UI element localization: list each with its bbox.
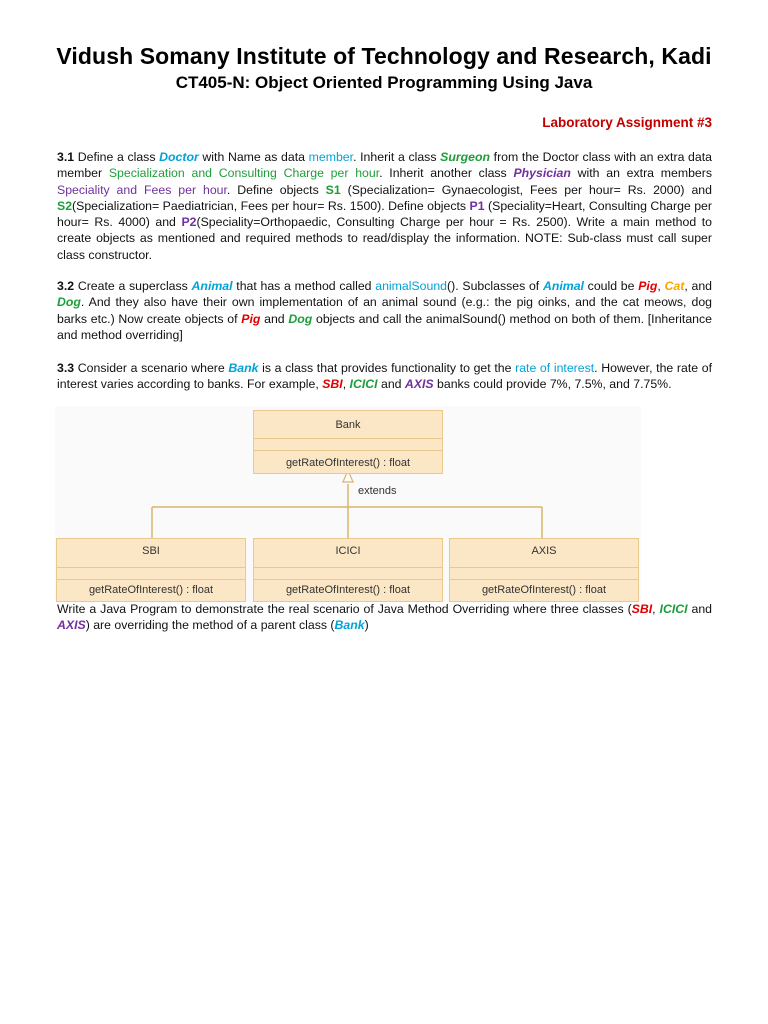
text-run: (Speciality=Heart, Consulting Charge per hour= Rs. 4000) and: [57, 198, 712, 230]
text-run: . Inherit another class: [379, 166, 514, 181]
text-run: and: [260, 311, 289, 326]
text-run: with Name as data: [198, 150, 309, 164]
axis-class-separator: [450, 567, 638, 568]
question-3-2: [57, 278, 712, 343]
bank-class-name: Bank: [335, 419, 361, 431]
sbi-class-separator: [57, 567, 245, 568]
text-run: Animal: [191, 279, 233, 293]
institute-title: Vidush Somany Institute of Technology and Research, Kadi: [56, 43, 712, 69]
bank-class-box: [253, 410, 443, 474]
text-run: Cat: [664, 279, 685, 293]
icici-class-name: ICICI: [335, 545, 361, 557]
text-run: that has a method called: [232, 279, 376, 293]
sbi-class-box: [56, 538, 246, 602]
text-run: AXIS: [57, 618, 86, 633]
text-run: Dog: [288, 311, 313, 326]
icici-class-separator-2: [254, 579, 442, 580]
question-3-3-task: [57, 601, 712, 634]
text-run: 3.3: [57, 361, 75, 375]
text-run: and: [377, 377, 405, 392]
text-run: ICICI: [349, 377, 378, 392]
text-run: ) are overriding the method of a parent class (: [85, 618, 335, 633]
text-run: SBI: [322, 377, 343, 392]
text-run: Create a superclass: [74, 279, 192, 293]
text-run: Speciality and Fees per hour: [57, 182, 227, 197]
text-run: Doctor: [159, 150, 199, 164]
text-run: (). Subclasses of: [447, 279, 543, 293]
text-run: Write a Java Program to demonstrate the real scenario of Java Method Overriding where three classes (: [57, 602, 632, 616]
text-run: Dog: [57, 295, 81, 310]
text-run: . And they also have their own implementation of an animal sound (e.g.: the pig oinks, and the cat meows, dog barks etc.) Now create objects of: [57, 295, 712, 326]
text-run: Animal: [542, 279, 584, 293]
text-run: member: [308, 150, 354, 164]
text-run: ,: [342, 377, 350, 392]
text-run: 3.1: [57, 150, 75, 164]
question-3-3: [57, 360, 712, 393]
text-run: (Specialization= Gynaecologist, Fees per hour= Rs. 2000) and: [340, 182, 712, 197]
text-run: . Inherit a class: [353, 150, 441, 164]
text-run: Surgeon: [440, 150, 491, 164]
text-run: SBI: [631, 602, 653, 616]
bank-class-method: getRateOfInterest() : float: [285, 457, 411, 469]
bank-class-separator: [254, 438, 442, 439]
text-run: ,: [652, 602, 660, 616]
text-run: ICICI: [659, 602, 688, 616]
course-title: CT405-N: Object Oriented Programming Using Java: [175, 73, 593, 92]
text-run: 3.2: [57, 279, 75, 293]
text-run: P2: [181, 215, 197, 230]
text-run: and: [687, 602, 712, 616]
sbi-class-separator-2: [57, 579, 245, 580]
text-run: from the Doctor class with an extra data member: [57, 150, 712, 181]
text-run: Pig: [241, 311, 261, 326]
text-run: (Specialization= Paediatrician, Fees per hour= Rs. 1500). Define objects: [72, 198, 470, 213]
text-run: Bank: [228, 361, 259, 375]
icici-class-separator: [254, 567, 442, 568]
text-run: rate of interest: [515, 361, 595, 375]
text-run: S2: [57, 198, 73, 213]
text-run: could be: [583, 279, 639, 293]
text-run: Bank: [334, 618, 365, 633]
class-hierarchy-diagram: [55, 406, 641, 602]
sbi-class-name: SBI: [142, 545, 160, 557]
text-run: Pig: [638, 279, 658, 293]
text-run: is a class that provides functionality to get the: [258, 361, 516, 375]
text-run: Define a class: [74, 150, 160, 164]
bank-class-separator-2: [254, 450, 442, 451]
text-run: Physician: [513, 166, 571, 181]
text-run: P1: [469, 198, 485, 213]
icici-class-method: getRateOfInterest() : float: [285, 584, 411, 596]
text-run: . Define objects: [226, 182, 326, 197]
assignment-label: Laboratory Assignment #3: [542, 115, 712, 130]
text-run: objects and call the animalSound() method on both of them. [Inheritance and method overriding]: [57, 311, 712, 342]
text-run: , and: [684, 279, 713, 293]
axis-class-box: [449, 538, 639, 602]
text-run: ,: [657, 279, 665, 293]
text-run: S1: [325, 182, 341, 197]
extends-label: extends: [358, 485, 397, 497]
text-run: . However, the rate of interest varies according to banks. For example,: [57, 361, 712, 392]
axis-class-method: getRateOfInterest() : float: [481, 584, 607, 596]
text-run: AXIS: [404, 377, 434, 392]
axis-class-name: AXIS: [531, 545, 557, 557]
sbi-class-method: getRateOfInterest() : float: [88, 584, 214, 596]
axis-class-separator-2: [450, 579, 638, 580]
text-run: Consider a scenario where: [74, 361, 229, 375]
icici-class-box: [253, 538, 443, 602]
text-run: with an extra members: [570, 166, 713, 181]
text-run: Specialization and Consulting Charge per hour: [108, 166, 380, 181]
text-run: animalSound: [375, 279, 448, 293]
question-3-1: [57, 149, 712, 263]
text-run: (Speciality=Orthopaedic, Consulting Charge per hour = Rs. 2500). Write a main method to create objects as mentioned and required methods to read/display the information. NOTE: Sub-class must call super class constructor.: [57, 215, 713, 262]
text-run: ): [364, 618, 369, 633]
text-run: banks could provide 7%, 7.5%, and 7.75%.: [433, 377, 672, 392]
